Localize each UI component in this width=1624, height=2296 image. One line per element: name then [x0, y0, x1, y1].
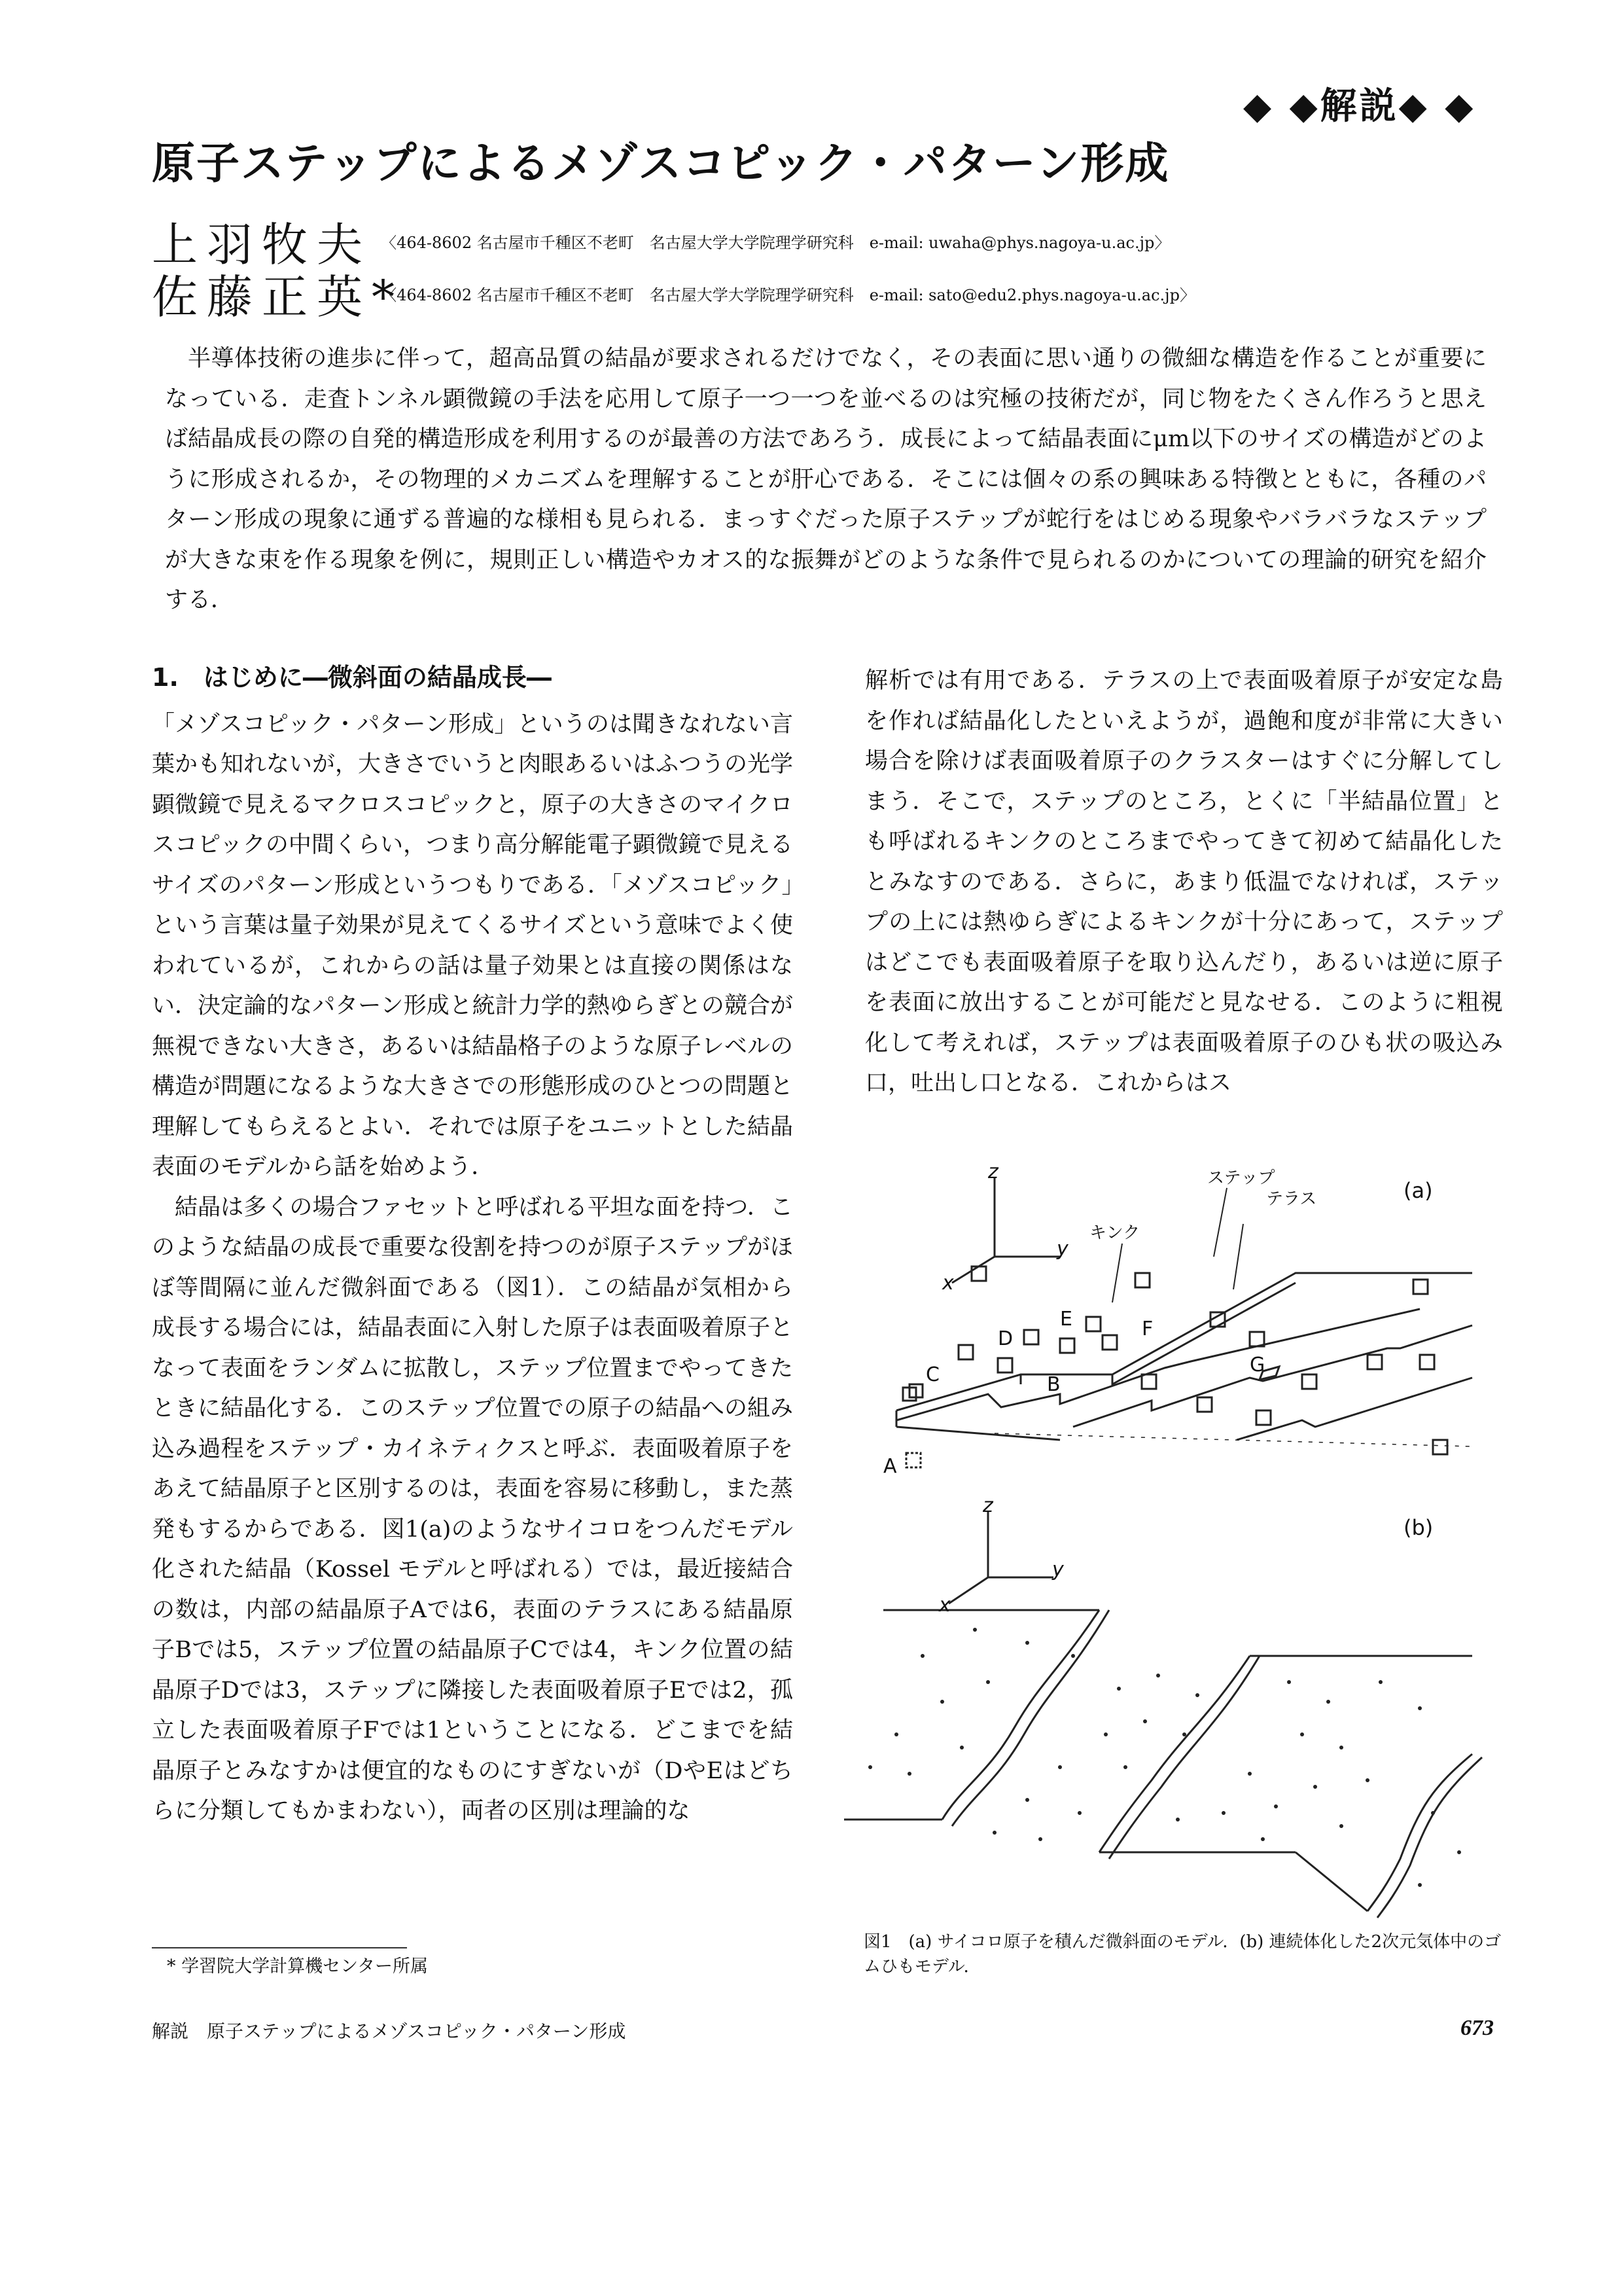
- x-axis-a: [952, 1257, 995, 1283]
- section-heading: 1. はじめに―微斜面の結晶成長―: [152, 663, 552, 692]
- axis-label-y-b: y: [1052, 1558, 1064, 1581]
- axis-label-x-b: x: [939, 1594, 951, 1617]
- footnote-rule: [152, 1947, 407, 1948]
- atom-label-g: G: [1250, 1354, 1265, 1376]
- atom-label-a: A: [883, 1455, 897, 1478]
- atom-label-f: F: [1142, 1318, 1154, 1340]
- author-name: 佐藤正英*: [152, 270, 404, 324]
- paragraph: 解析では有用である．テラスの上で表面吸着原子が安定な島を作れば結晶化したといえようが，過飽和度が非常に大きい場合を除けば表面吸着原子のクラスターはすぐに分解してしまう．そこで，ステップのところ，とくに「半結晶位置」とも呼ばれるキンクのところまでやってきて初めて結晶化したとみなすのである．さらに，あまり低温でなければ，ステップの上には熱ゆらぎによるキンクが十分にあって，ステップはどこでも表面吸着原子を取り込んだり，あるいは逆に原子を表面に放出することが可能だと見なせる．このように粗視化して考えれば，ステップは表面吸着原子のひも状の吸込み口，吐出し口となる．これからはス: [865, 668, 1503, 1096]
- atom-label-d: D: [998, 1327, 1014, 1350]
- figure-caption: 図1 (a) サイコロ原子を積んだ微斜面のモデル．(b) 連続体化した2次元気体中のゴムひもモデル．: [864, 1932, 1502, 1977]
- paragraph: 「メゾスコピック・パターン形成」というのは聞きなれない言葉かも知れないが，大きさでいうと肉眼あるいはふつうの光学顕微鏡で見えるマクロスコピックと，原子の大きさのマイクロスコピックの中間くらい，つまり高分解能電子顕微鏡で見えるサイズのパターン形成というつもりである．「メゾスコピック」という言葉は量子効果が見えてくるサイズという意味でよく使われているが，これからの話は量子効果とは直接の関係はない．決定論的なパターン形成と統計力学的熱ゆらぎとの競合が無視できない大きさ，あるいは結晶格子のような原子レベルの構造が問題になるような大きさでの形態形成のひとつの問題と理解してもらえるとよい．それでは原子をユニットとした結晶表面のモデルから話を始めよう．: [152, 711, 794, 1180]
- label-terrace: テラス: [1266, 1189, 1317, 1209]
- x-axis-b: [949, 1577, 988, 1604]
- author-name: 上羽牧夫: [152, 218, 372, 272]
- step-3: [1237, 1378, 1472, 1440]
- author-affiliation: 〈464-8602 名古屋市千種区不老町 名古屋大学大学院理学研究科 e-mail: uwaha@phys.nagoya-u.ac.jp〉: [381, 234, 1171, 252]
- author-row-1: [152, 208, 1171, 272]
- figure-1a: [896, 1178, 1472, 1467]
- panel-label-a: (a): [1403, 1178, 1433, 1203]
- figure-1a-labels: [883, 1160, 1433, 1478]
- paragraph: 結晶は多くの場合ファセットと呼ばれる平坦な面を持つ．このような結晶の成長で重要な役割を持つのが原子ステップがほぼ等間隔に並んだ微斜面である（図1）．この結晶が気相から成長する場合には，結晶表面に入射した原子は表面吸着原子となって表面をランダムに拡散し，ステップ位置までやってきたときに結晶化する．このステップ位置での原子の結晶への組み込み過程をステップ・カイネティクスと呼ぶ．表面吸着原子をあえて結晶原子と区別するのは，表面を容易に移動し，また蒸発もするからである．図1(a)のようなサイコロをつんだモデル化された結晶（Kossel モデルと呼ばれる）では，最近接結合の数は，内部の結晶原子Aでは6，表面のテラスにある結晶原子Bでは5，ステップ位置の結晶原子Cでは4，キンク位置の結晶原子Dでは3，ステップに隣接した表面吸着原子Eでは2，孤立した表面吸着原子Fでは1ということになる．どこまでを結晶原子とみなすかは便宜的なものにすぎないが（DやEはどちらに分類してもかまわない），両者の区別は理論的な: [152, 1194, 794, 1824]
- figure-1: [844, 1158, 1498, 1924]
- label-step: ステップ: [1207, 1168, 1275, 1188]
- label-kink: キンク: [1089, 1223, 1140, 1243]
- right-column-text: [865, 661, 1503, 1104]
- article-title: 原子ステップによるメゾスコピック・パターン形成: [152, 138, 1170, 188]
- figure-1b-dots: [868, 1628, 1461, 1887]
- axis-label-z-b: z: [983, 1494, 993, 1517]
- axis-label-x: x: [942, 1272, 954, 1295]
- ribbon-3: [1368, 1754, 1472, 1911]
- author-affiliation: 〈464-8602 名古屋市千種区不老町 名古屋大学大学院理学研究科 e-mail: sato@edu2.phys.nagoya-u.ac.jp〉: [381, 286, 1195, 304]
- abstract: 半導体技術の進歩に伴って，超高品質の結晶が要求されるだけでなく，その表面に思い通りの微細な構造を作ることが重要になっている．走査トンネル顕微鏡の手法を応用して原子一つ一つを並べるのは究極の技術だが，同じ物をたくさん作ろうと思えば結晶成長の際の自発的構造形成を利用するのが最善の方法であろう．成長によって結晶表面にμm以下のサイズの構造がどのように形成されるか，その物理的メカニズムを理解することが肝心である．そこには個々の系の興味ある特徴とともに，各種のパターン形成の現象に通ずる普遍的な様相も見られる．まっすぐだった原子ステップが蛇行をはじめる現象やバラバラなステップが大きな束を作る現象を例に，規則正しい構造やカオス的な振舞がどのような条件で見られるのかについての理論的研究を紹介する．: [165, 346, 1487, 613]
- axis-label-z: z: [988, 1160, 998, 1183]
- figure-1b: [844, 1512, 1482, 1918]
- section-tag: ◆ ◆解説◆ ◆: [1243, 85, 1476, 128]
- panel-label-b: (b): [1403, 1515, 1434, 1540]
- left-column: [152, 658, 793, 1832]
- footnote: * 学習院大学計算機センター所属: [167, 1956, 429, 1977]
- ribbon-2: [1099, 1656, 1250, 1852]
- step-1: [896, 1309, 1420, 1420]
- atom-label-c: C: [926, 1363, 940, 1386]
- axis-label-y: y: [1057, 1238, 1068, 1261]
- author-row-2: [152, 260, 1195, 324]
- atom-label-b: B: [1047, 1373, 1061, 1396]
- upper-terrace-edge: [896, 1273, 1472, 1410]
- ribbon-1: [942, 1610, 1099, 1820]
- footer-running-title: 解説 原子ステップによるメゾスコピック・パターン形成: [152, 2020, 626, 2042]
- atom-label-e: E: [1060, 1308, 1072, 1331]
- page-number: 673: [1460, 2016, 1494, 2040]
